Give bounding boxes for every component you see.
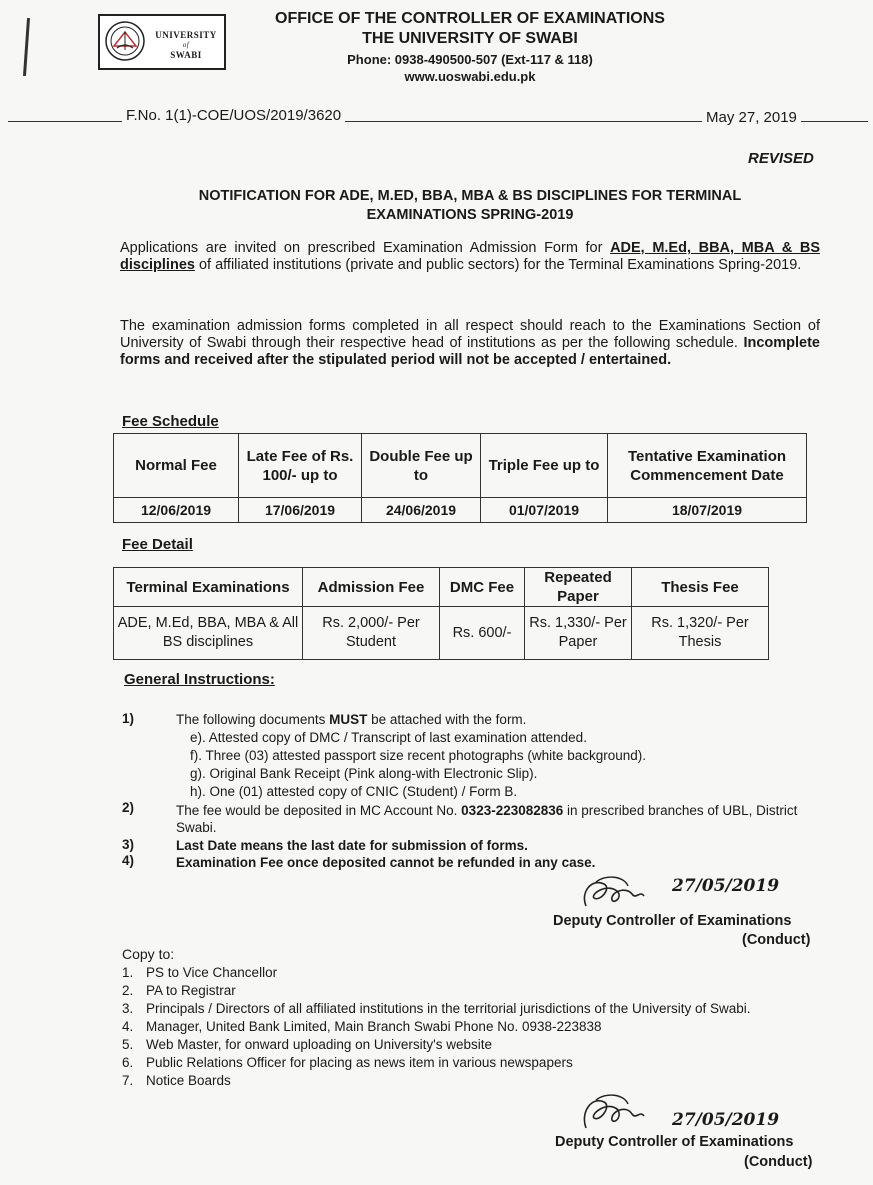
list-item: 2. PA to Registrar (122, 983, 236, 998)
account-number: 0323-223082836 (461, 803, 564, 818)
instruction-4: Examination Fee once deposited cannot be refunded in any case. (176, 855, 596, 870)
instruction-sub-item: h). One (01) attested copy of CNIC (Student) / Form B. (190, 784, 518, 799)
instruction-number: 4) (122, 853, 135, 868)
table-cell: Rs. 2,000/- Per Student (303, 607, 440, 660)
notification-title-line2: EXAMINATIONS SPRING-2019 (366, 207, 574, 223)
logo-text-line2: SWABI (170, 50, 202, 60)
notification-title-line1: NOTIFICATION FOR ADE, M.ED, BBA, MBA & BS DISCIPLINES FOR TERMINAL (198, 188, 742, 204)
signatory-section: (Conduct) (744, 1154, 813, 1170)
table-header: DMC Fee (440, 568, 525, 607)
list-item-text: Public Relations Officer for placing as news item in various newspapers (146, 1055, 573, 1070)
instruction-sub-item: f). Three (03) attested passport size recent photographs (white background). (190, 748, 646, 763)
instruction-2 (176, 802, 826, 836)
general-instructions-label: General Instructions: (124, 671, 275, 688)
office-heading: OFFICE OF THE CONTROLLER OF EXAMINATIONS (275, 10, 665, 27)
intro-paragraph (120, 240, 820, 274)
instruction-1 (176, 711, 526, 728)
list-item-text: Notice Boards (146, 1073, 231, 1088)
instruction-1-post: be attached with the form. (367, 712, 527, 727)
signatory-designation: Deputy Controller of Examinations (555, 1134, 794, 1150)
table-header: Triple Fee up to (481, 434, 608, 498)
instruction-number: 1) (122, 711, 135, 726)
fee-schedule-header-row (114, 434, 807, 498)
table-cell: 17/06/2019 (239, 498, 362, 523)
table-header: Late Fee of Rs. 100/- up to (239, 434, 362, 498)
list-item-text: Manager, United Bank Limited, Main Branch Swabi Phone No. 0938-223838 (146, 1019, 602, 1034)
logo-text (148, 30, 224, 60)
instruction-sub-item: g). Original Bank Receipt (Pink along-with Electronic Slip). (190, 766, 538, 781)
list-item-text: PA to Registrar (146, 983, 236, 998)
list-item-text: Web Master, for onward uploading on University's website (146, 1037, 492, 1052)
university-emblem-icon (104, 20, 146, 62)
table-header: Admission Fee (303, 568, 440, 607)
instruction-2-post: in prescribed branches of UBL, District Swabi. (176, 803, 798, 835)
signature-date: 27/05/2019 (672, 1110, 780, 1130)
intro-disciplines: ADE, M.Ed, BBA, MBA & BS disciplines (120, 240, 820, 273)
list-item: 3. Principals / Directors of all affiliated institutions in the territorial jurisdictions of the University of Swabi. (122, 1001, 751, 1016)
fee-detail-label: Fee Detail (122, 536, 193, 553)
table-cell: Rs. 1,330/- Per Paper (525, 607, 632, 660)
table-header: Terminal Examinations (114, 568, 303, 607)
table-cell: 12/06/2019 (114, 498, 239, 523)
revised-label: REVISED (748, 150, 814, 167)
fee-schedule-label: Fee Schedule (122, 413, 219, 430)
list-item: 1. PS to Vice Chancellor (122, 965, 278, 980)
list-item-text: Principals / Directors of all affiliated institutions in the territorial jurisdictions of the University of Swabi. (146, 1001, 751, 1016)
fee-detail-header-row (114, 568, 769, 607)
notification-title (120, 187, 820, 225)
fee-schedule-table (113, 433, 807, 523)
logo-text-line1: UNIVERSITY (155, 30, 217, 40)
letter-date: May 27, 2019 (702, 109, 801, 126)
list-item: 5. Web Master, for onward uploading on University's website (122, 1037, 492, 1052)
signatory-designation: Deputy Controller of Examinations (553, 913, 792, 929)
list-item: 7. Notice Boards (122, 1073, 231, 1088)
instruction-1-must: MUST (329, 712, 368, 727)
table-header: Normal Fee (114, 434, 239, 498)
copy-to-label: Copy to: (122, 946, 175, 962)
margin-mark (23, 18, 30, 76)
forms-normal: The examination admission forms completed in all respect should reach to the Examinations Section of University of Swabi through their respective head of institutions as per the following schedule. (120, 318, 820, 351)
table-header: Thesis Fee (632, 568, 769, 607)
table-row (114, 498, 807, 523)
instruction-2-pre: The fee would be deposited in MC Account No. (176, 803, 462, 818)
table-header: Tentative Examination Commencement Date (608, 434, 807, 498)
table-header: Double Fee up to (362, 434, 481, 498)
fee-detail-table (113, 567, 769, 660)
table-row (114, 607, 769, 660)
signature-date: 27/05/2019 (672, 876, 780, 896)
instruction-1-pre: The following documents (176, 712, 330, 727)
table-cell: ADE, M.Ed, BBA, MBA & All BS disciplines (114, 607, 303, 660)
list-item-text: PS to Vice Chancellor (146, 965, 278, 980)
intro-pre: Applications are invited on prescribed Examination Admission Form for (120, 240, 611, 256)
file-number: F.No. 1(1)-COE/UOS/2019/3620 (122, 107, 345, 124)
list-item: 4. Manager, United Bank Limited, Main Branch Swabi Phone No. 0938-223838 (122, 1019, 602, 1034)
instruction-sub-item: e). Attested copy of DMC / Transcript of last examination attended. (190, 730, 587, 745)
table-cell: 18/07/2019 (608, 498, 807, 523)
website-line: www.uoswabi.edu.pk (404, 69, 536, 84)
instruction-number: 2) (122, 800, 135, 815)
table-cell: 24/06/2019 (362, 498, 481, 523)
forms-bold: Incomplete forms and received after the stipulated period will not be accepted / entertained. (120, 335, 820, 368)
instruction-3: Last Date means the last date for submission of forms. (176, 838, 528, 853)
forms-paragraph (120, 318, 820, 369)
table-cell: Rs. 1,320/- Per Thesis (632, 607, 769, 660)
signatory-section: (Conduct) (742, 932, 811, 948)
instruction-number: 3) (122, 837, 135, 852)
university-heading: THE UNIVERSITY OF SWABI (362, 30, 578, 47)
table-cell: 01/07/2019 (481, 498, 608, 523)
intro-post: of affiliated institutions (private and public sectors) for the Terminal Examinations Spring-2019. (194, 257, 802, 273)
logo-text-of: of (182, 41, 190, 49)
phone-line: Phone: 0938-490500-507 (Ext-117 & 118) (347, 52, 593, 67)
table-cell: Rs. 600/- (440, 607, 525, 660)
list-item: 6. Public Relations Officer for placing as news item in various newspapers (122, 1055, 573, 1070)
table-header: Repeated Paper (525, 568, 632, 607)
